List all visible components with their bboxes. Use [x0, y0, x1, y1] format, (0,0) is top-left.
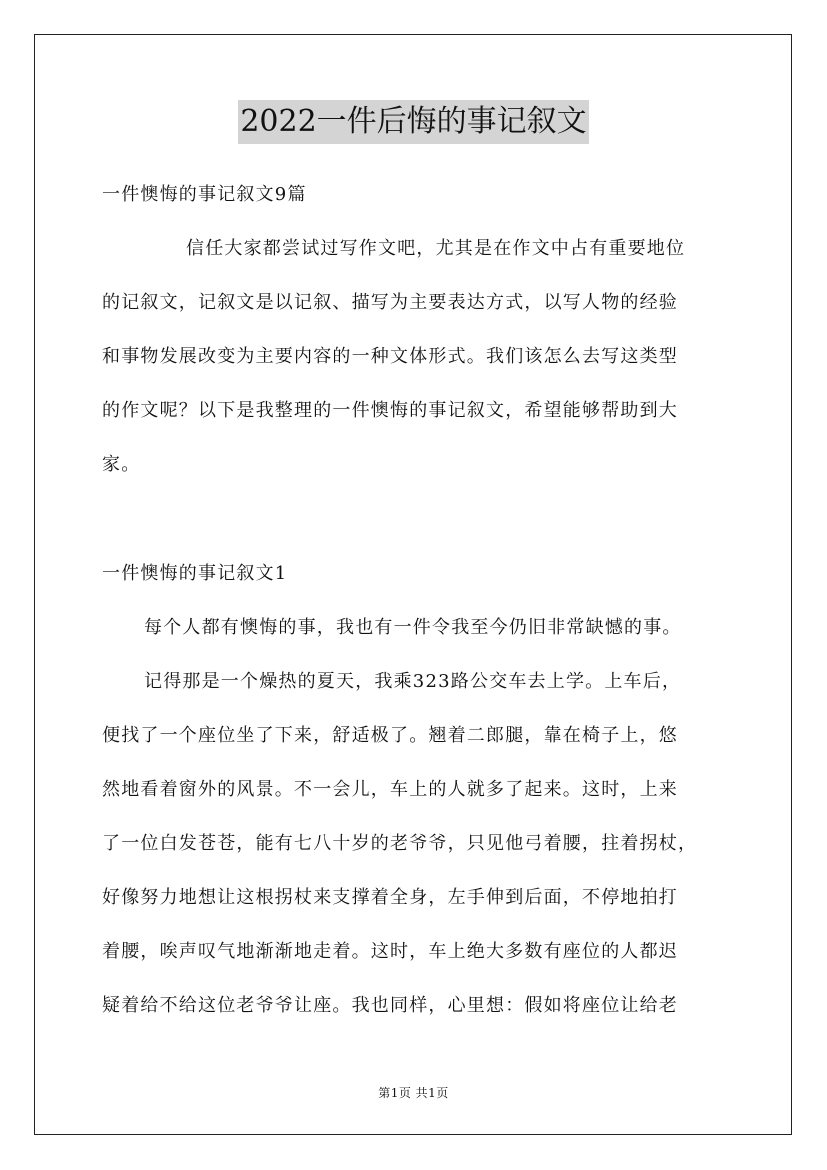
body-line: 疑着给不给这位老爷爷让座。我也同样，心里想：假如将座位让给老	[102, 995, 678, 1016]
intro-line: 信任大家都尝试过写作文吧，尤其是在作文中占有重要地位	[186, 238, 686, 259]
document-title: 2022一件后悔的事记叙文	[238, 100, 588, 144]
body-line: 然地看着窗外的风景。不一会儿，车上的人就多了起来。这时，上来	[102, 779, 678, 800]
intro-line: 家。	[102, 454, 141, 475]
document-subtitle: 一件懊悔的事记叙文9篇	[102, 184, 307, 205]
body-line: 记得那是一个燥热的夏天，我乘323路公交车去上学。上车后，	[144, 671, 682, 692]
page-footer: 第1页 共1页	[378, 1086, 449, 1100]
intro-line: 的记叙文，记叙文是以记叙、描写为主要表达方式，以写人物的经验	[102, 292, 678, 313]
body-line: 每个人都有懊悔的事，我也有一件令我至今仍旧非常缺憾的事。	[144, 617, 682, 638]
intro-line: 的作文呢？以下是我整理的一件懊悔的事记叙文，希望能够帮助到大	[102, 400, 678, 421]
intro-line: 和事物发展改变为主要内容的一种文体形式。我们该怎么去写这类型	[102, 346, 678, 367]
body-line: 了一位白发苍苍，能有七八十岁的老爷爷，只见他弓着腰，拄着拐杖，	[102, 833, 698, 854]
body-line: 着腰，唉声叹气地渐渐地走着。这时，车上绝大多数有座位的人都迟	[102, 941, 678, 962]
section-heading: 一件懊悔的事记叙文1	[102, 563, 288, 584]
body-line: 好像努力地想让这根拐杖来支撑着全身，左手伸到后面，不停地拍打	[102, 887, 678, 908]
body-line: 便找了一个座位坐了下来，舒适极了。翘着二郎腿，靠在椅子上，悠	[102, 725, 678, 746]
